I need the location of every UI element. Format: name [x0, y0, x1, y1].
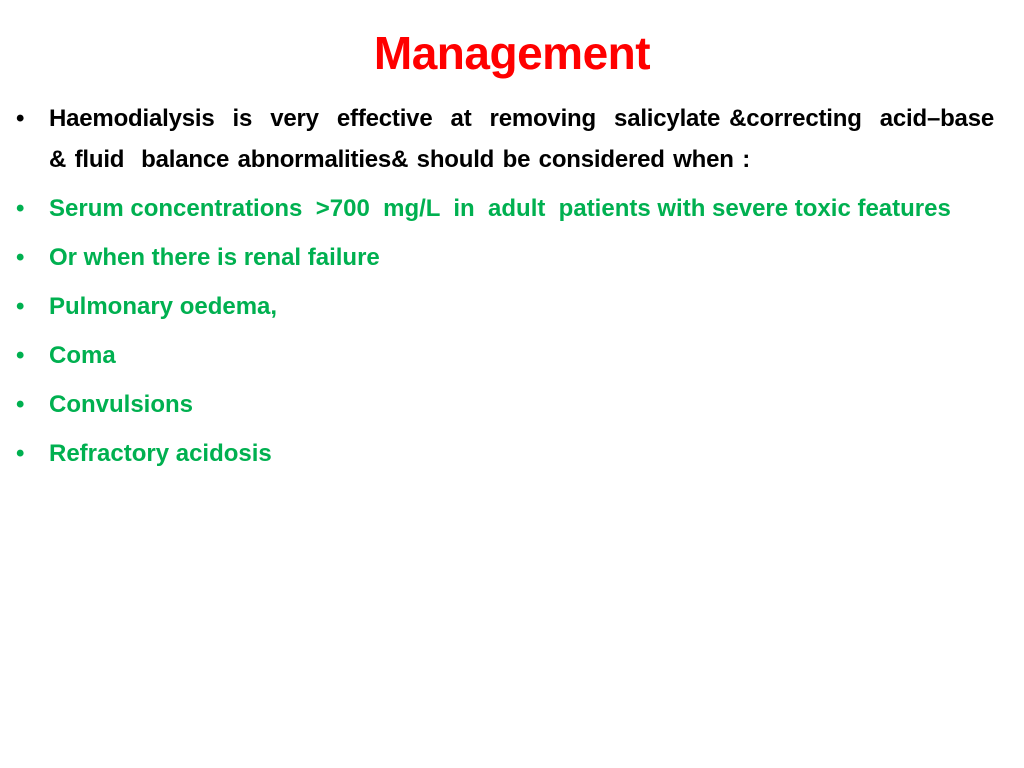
bullet-dot: •	[16, 244, 25, 271]
bullet-text-condition: Coma	[49, 342, 116, 369]
bullet-text-condition: Serum concentrations >700 mg/L in adult patients with severe toxic features	[49, 195, 951, 222]
bullet-text-condition: Or when there is renal failure	[49, 244, 380, 271]
bullet-dot: •	[16, 391, 25, 418]
bullet-item-condition	[14, 384, 994, 425]
bullet-dot: •	[16, 293, 25, 320]
bullet-dot: •	[16, 105, 25, 132]
bullet-text-condition: Refractory acidosis	[49, 440, 272, 467]
bullet-item-condition	[14, 188, 994, 229]
slide-title: Management	[373, 27, 651, 79]
bullet-item-condition	[14, 286, 994, 327]
bullet-item-condition	[14, 433, 994, 474]
bullet-item-condition	[14, 237, 994, 278]
bullet-item-intro	[14, 98, 1003, 180]
bullet-text-intro: Haemodialysis is very effective at removing salicylate &correcting acid–base & fluid balance abnormalities& should be considered when :	[49, 105, 1003, 173]
bullet-text-condition: Convulsions	[49, 391, 194, 418]
bullet-list	[14, 98, 1003, 474]
bullet-text-condition: Pulmonary oedema,	[49, 293, 278, 320]
bullet-dot: •	[16, 342, 25, 369]
bullet-item-condition	[14, 335, 994, 376]
bullet-dot: •	[16, 195, 25, 222]
bullet-dot: •	[16, 440, 25, 467]
